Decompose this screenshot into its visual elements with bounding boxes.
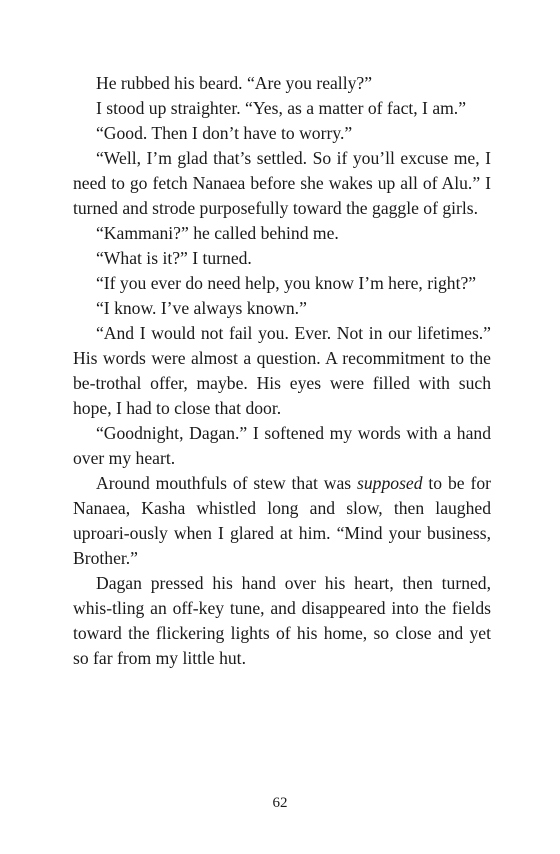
paragraph: I stood up straighter. “Yes, as a matter of fact, I am.” bbox=[96, 98, 467, 118]
paragraph-text: to be for Nanaea, Kasha whistled long and slow, then laughed uproari-ously when I glared at him. “Mind your business, Brother.” bbox=[73, 473, 491, 568]
paragraph: “Good. Then I don’t have to worry.” bbox=[96, 123, 353, 143]
paragraph: Dagan pressed his hand over his heart, then turned, whis-tling an off-key tune, and disappeared into the fields toward the flickering lights of his home, so close and yet so far from my little hut. bbox=[73, 573, 491, 668]
paragraph: “I know. I’ve always known.” bbox=[96, 298, 307, 318]
paragraph: He rubbed his beard. “Are you really?” bbox=[96, 73, 373, 93]
paragraph: “What is it?” I turned. bbox=[96, 248, 252, 268]
paragraph: “Goodnight, Dagan.” I softened my words with a hand over my heart. bbox=[73, 423, 491, 468]
paragraph: “If you ever do need help, you know I’m here, right?” bbox=[96, 273, 477, 293]
page-number: 62 bbox=[272, 795, 288, 811]
paragraph bbox=[73, 471, 491, 571]
emphasized-word: supposed bbox=[357, 473, 423, 493]
paragraph: “Well, I’m glad that’s settled. So if you’ll excuse me, I need to go fetch Nanaea before she wakes up all of Alu.” I turned and strode purposefully toward the gaggle of girls. bbox=[73, 148, 491, 218]
paragraph-text: Around mouthfuls of stew that was bbox=[96, 473, 358, 493]
paragraph: “Kammani?” he called behind me. bbox=[96, 223, 339, 243]
page-body bbox=[73, 71, 491, 671]
paragraph: “And I would not fail you. Ever. Not in our lifetimes.” His words were almost a question. A recommitment to the be-trothal offer, maybe. His eyes were filled with such hope, I had to close that door. bbox=[73, 323, 491, 418]
